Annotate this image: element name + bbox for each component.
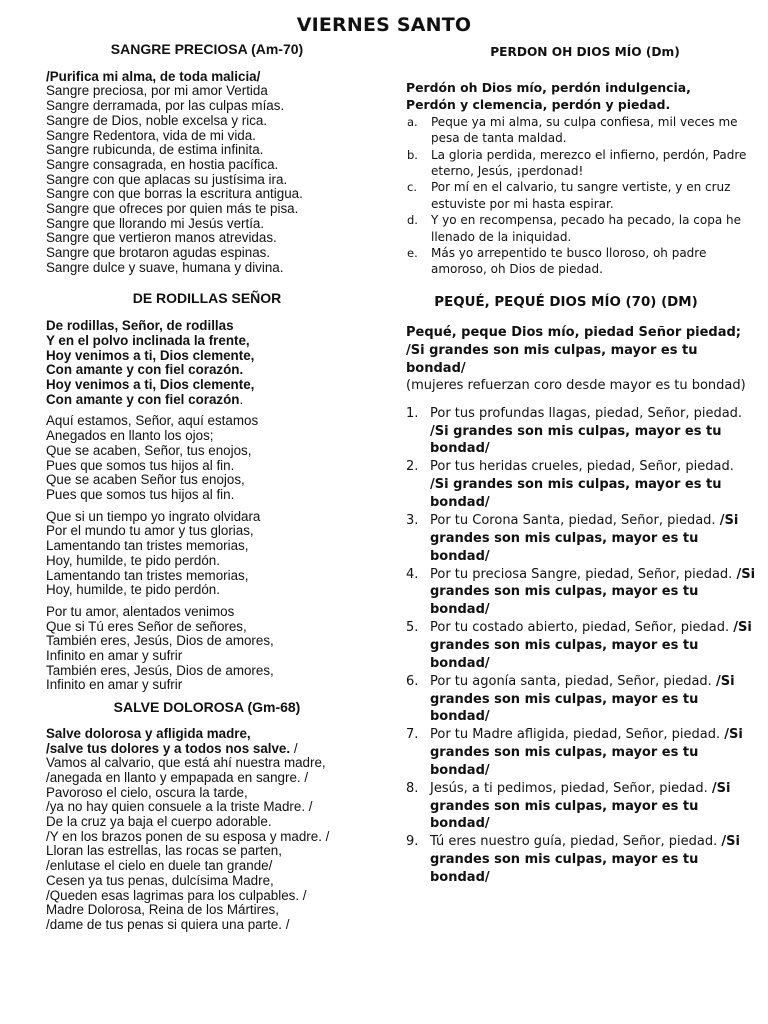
verse-line: Sangre con que aplacas su justísima ira. [46,171,288,187]
list-marker: a. [407,114,418,129]
verse-line: Pavoroso el cielo, oscura la tarde, [46,784,248,800]
list-item [406,179,756,212]
verse-lines [46,756,376,932]
chorus-line: Con amante y con fiel corazón. [46,391,244,407]
punctuation: . [239,391,244,407]
verse-line: Que se acaben Señor tus enojos, [46,472,245,488]
list-item-text: Por tu preciosa Sangre, piedad, Señor, piedad. [430,566,737,582]
verse-line: Por el mundo tu amor y tus glorias, [46,523,254,539]
list-item-text: Por tu agonía santa, piedad, Señor, piedad. [430,673,716,689]
list-item-text: Por tu costado abierto, piedad, Señor, piedad. [430,620,734,636]
verse-line: Pues que somos tus hijos al fin. [46,486,235,502]
chorus-line: /Si grandes son mis culpas, mayor es tu bondad/ [406,343,698,376]
chorus-line: Perdón oh Dios mío, perdón indulgencia, [406,79,691,95]
refrain-text: /Si grandes son mis culpas, mayor es tu bondad/ [430,673,735,725]
list-marker: 2. [406,459,419,475]
refrain-text: /Si grandes son mis culpas, mayor es tu bondad/ [430,727,743,778]
refrain-text: /Si grandes son mis culpas, mayor es tu bondad/ [430,566,756,618]
refrain-text: /Si grandes son mis culpas, mayor es tu bondad/ [430,423,722,457]
section-heading: SANGRE PRECIOSA (Am-70) [110,41,304,57]
verse-line: Que si Tú eres Señor de señores, [46,618,247,634]
section-heading: SALVE DOLOROSA (Gm-68) [113,699,301,716]
list-marker: e. [407,246,418,261]
chorus-line: Perdón y clemencia, perdón y piedad. [406,97,671,113]
verse-line: Cesen ya tus penas, dulcísima Madre, [46,872,274,888]
list-item [406,673,756,726]
verse-line: Sangre que brotaron agudas espinas. [46,245,271,261]
perdon-section [406,44,756,278]
verse-line: Por tu amor, alentados venimos [46,603,235,619]
performance-note: (mujeres refuerzan coro desde mayor es tu bondad) [406,378,746,394]
verse-line: Sangre Redentora, vida de mi vida. [46,127,256,143]
chorus-line: Pequé, peque Dios mío, piedad Señor piedad; [406,325,742,341]
verse-line: También eres, Jesús, Dios de amores, [46,662,274,678]
verse-list [406,405,756,887]
verse-line: Hoy, humilde, te pido perdón. [46,552,220,568]
list-item [406,833,756,886]
verse-line: Aquí estamos, Señor, aquí estamos [46,413,259,429]
list-item [406,512,756,565]
chorus-line: Hoy venimos a ti, Dios clemente, [46,347,255,363]
verse-line: /dame de tus penas si quiera una parte. / [46,916,290,932]
verse-line: Lamentando tan tristes memorias, [46,567,249,583]
verse-line: /enlutase el cielo en duele tan grande/ [46,858,273,874]
punctuation: / [290,740,298,756]
list-item-text: Tú eres nuestro guía, piedad, Señor, piedad. [430,834,722,850]
sangre-preciosa-section [46,42,376,276]
chorus-line: Y en el polvo inclinada la frente, [46,332,250,348]
chorus-lines [406,79,756,114]
verse-line: Sangre preciosa, por mi amor Vertida [46,83,268,99]
de-rodillas-section [46,291,376,694]
verse-line: Sangre dulce y suave, humana y divina. [46,259,284,275]
verse-line: Sangre que vertieron manos atrevidas. [46,230,277,246]
verse-lines [46,605,376,693]
verse-line: Vamos al calvario, que está ahí nuestra madre, [46,755,326,771]
verse-list [406,114,756,278]
list-item-text: Peque ya mi alma, su culpa confiesa, mil veces me pesa de tanta maldad. [431,114,738,146]
verse-line: Que si un tiempo yo ingrato olvidara [46,508,261,524]
verse-line: Hoy, humilde, te pido perdón. [46,582,220,598]
chorus-lines [46,727,376,756]
verse-lines [46,84,376,275]
list-item-text: Jesús, a ti pedimos, piedad, Señor, piedad. [430,780,712,796]
verse-line: Lloran las estrellas, las rocas se parten, [46,843,282,859]
chorus-line: Con amante y con fiel corazón. [46,362,244,378]
verse-lines [46,510,376,598]
list-item [406,458,756,511]
verse-line: /anegada en llanto y empapada en sangre. / [46,769,309,785]
verse-line: Sangre consagrada, en hostia pacífica. [46,156,279,172]
salve-dolorosa-section [46,700,376,933]
list-item-text: La gloria perdida, merezco el infierno, perdón, Padre eterno, Jesús, ¡perdonad! [431,147,747,178]
list-item [406,726,756,779]
list-item [406,566,756,619]
list-item [406,147,756,180]
verse-line: Sangre rubicunda, de estima infinita. [46,142,264,158]
verse-line: Lamentando tan tristes memorias, [46,538,249,554]
verse-line: Pues que somos tus hijos al fin. [46,457,235,473]
peque-section [406,294,756,887]
section-heading: DE RODILLAS SEÑOR [132,289,282,306]
chorus-line: Hoy venimos a ti, Dios clemente, [46,377,255,393]
chorus-lines [46,319,376,407]
list-marker: d. [407,213,418,228]
list-marker: 6. [406,673,419,689]
list-item-text: Y yo en recompensa, pecado ha pecado, la copa he llenado de la iniquidad. [431,213,741,244]
section-heading: PERDON OH DIOS MÍO (Dm) [490,45,680,59]
verse-line: Sangre de Dios, noble excelsa y rica. [46,112,268,128]
list-item-text: Por tu Madre afligida, piedad, Señor, piedad. [430,727,725,743]
verse-line-bold: /Purifica mi alma, de toda malicia/ [46,68,261,84]
list-item-text: Por tus heridas crueles, piedad, Señor, piedad. [430,459,734,475]
verse-line: /Y en los brazos ponen de su esposa y madre. / [46,828,330,844]
refrain-text: /Si grandes son mis culpas, mayor es tu bondad/ [430,512,739,564]
list-marker: 1. [406,405,419,421]
verse-line: De la cruz ya baja el cuerpo adorable. [46,814,272,830]
page-title: VIERNES SANTO [296,14,472,36]
refrain-text: /Si grandes son mis culpas, mayor es tu bondad/ [430,620,752,671]
refrain-text: /Si grandes son mis culpas, mayor es tu bondad/ [430,780,731,832]
list-item [406,245,756,278]
chorus-line: Salve dolorosa y afligida madre, [46,725,251,741]
verse-line: Que se acaben, Señor, tus enojos, [46,442,252,458]
right-column [406,44,756,887]
verse-line: Sangre que ofreces por quien más te pisa. [46,201,299,217]
list-item-text: Por tu Corona Santa, piedad, Señor, piedad. [430,512,720,528]
refrain-text: /Si grandes son mis culpas, mayor es tu bondad/ [430,477,722,510]
list-marker: b. [407,147,418,162]
list-item-text: Por tus profundas llagas, piedad, Señor, piedad. [430,405,743,421]
verse-line: Madre Dolorosa, Reina de los Mártires, [46,902,279,918]
verse-line: También eres, Jesús, Dios de amores, [46,633,274,649]
verse-lines [46,414,376,502]
verse-line: Sangre que llorando mi Jesús vertía. [46,215,265,231]
list-marker: 8. [406,780,419,796]
list-item [406,780,756,833]
verse-line: Infinito en amar y sufrir [46,677,183,693]
list-item [406,405,756,458]
list-marker: 9. [406,834,419,850]
section-heading: PEQUÉ, PEQUÉ DIOS MÍO (70) (DM) [434,294,698,310]
list-item-text: Más yo arrepentido te busco lloroso, oh padre amoroso, oh Dios de piedad. [431,246,707,277]
list-marker: c. [407,180,417,195]
verse-line: /ya no hay quien consuele a la triste Madre. / [46,799,313,815]
list-marker: 3. [406,512,419,528]
list-marker: 5. [406,620,419,636]
list-item-text: Por mí en el calvario, tu sangre vertiste, y en cruz estuviste por mi hasta espirar. [431,180,731,211]
verse-line: Sangre con que borras la escritura antigua. [46,186,303,202]
verse-line: Anegados en llanto los ojos; [46,428,214,444]
verse-line: /Queden esas lagrimas para los culpables. / [46,887,307,903]
list-item [406,212,756,245]
verse-line: Sangre derramada, por las culpas mías. [46,98,285,114]
chorus-line: /salve tus dolores y a todos nos salve. / [46,740,298,756]
list-item [406,114,756,147]
list-item [406,619,756,672]
refrain-text: /Si grandes son mis culpas, mayor es tu bondad/ [430,834,740,886]
list-marker: 4. [406,566,419,582]
chorus-line: De rodillas, Señor, de rodillas [46,318,234,334]
left-column [46,42,376,933]
verse-line: Infinito en amar y sufrir [46,648,183,664]
list-marker: 7. [406,727,419,743]
